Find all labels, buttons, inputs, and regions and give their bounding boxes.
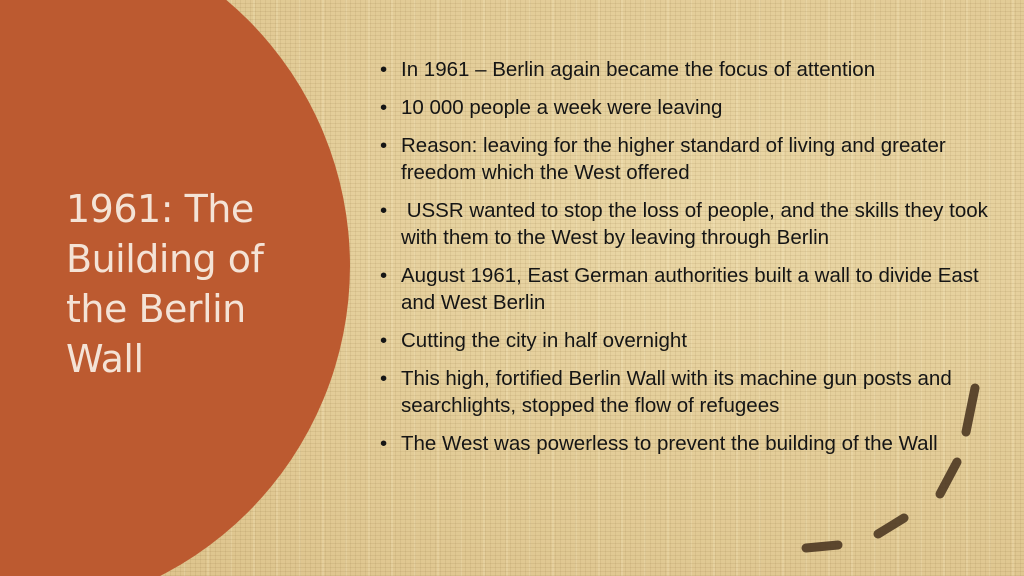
bullet-marker: • [380,199,388,222]
bullet-marker: • [380,96,388,119]
bullet-marker: • [380,58,388,81]
bullet-text: USSR wanted to stop the loss of people, and the skills they took with them to the West by leaving through Berlin [401,199,994,249]
bullet-text: 10 000 people a week were leaving [401,96,723,119]
brush-stroke [878,518,904,534]
brush-stroke [806,545,838,548]
bullet-text: Reason: leaving for the higher standard of living and greater freedom which the West offered [401,134,946,184]
bullet-marker: • [380,367,388,390]
bullet-text: The West was powerless to prevent the building of the Wall [401,432,938,455]
bullet-text: August 1961, East German authorities built a wall to divide East and West Berlin [401,264,979,314]
brush-stroke [940,462,957,494]
brush-stroke [966,388,975,432]
bullet-marker: • [380,432,388,455]
bullet-marker: • [380,329,388,352]
bullet-text: Cutting the city in half overnight [401,329,688,352]
bullet-text: In 1961 – Berlin again became the focus of attention [401,58,876,81]
bullet-marker: • [380,134,388,157]
bullet-marker: • [380,264,388,287]
slide-title: 1961: The Building of the Berlin Wall [66,187,264,381]
bullet-text: This high, fortified Berlin Wall with its machine gun posts and searchlights, stopped the flow of refugees [401,367,952,417]
